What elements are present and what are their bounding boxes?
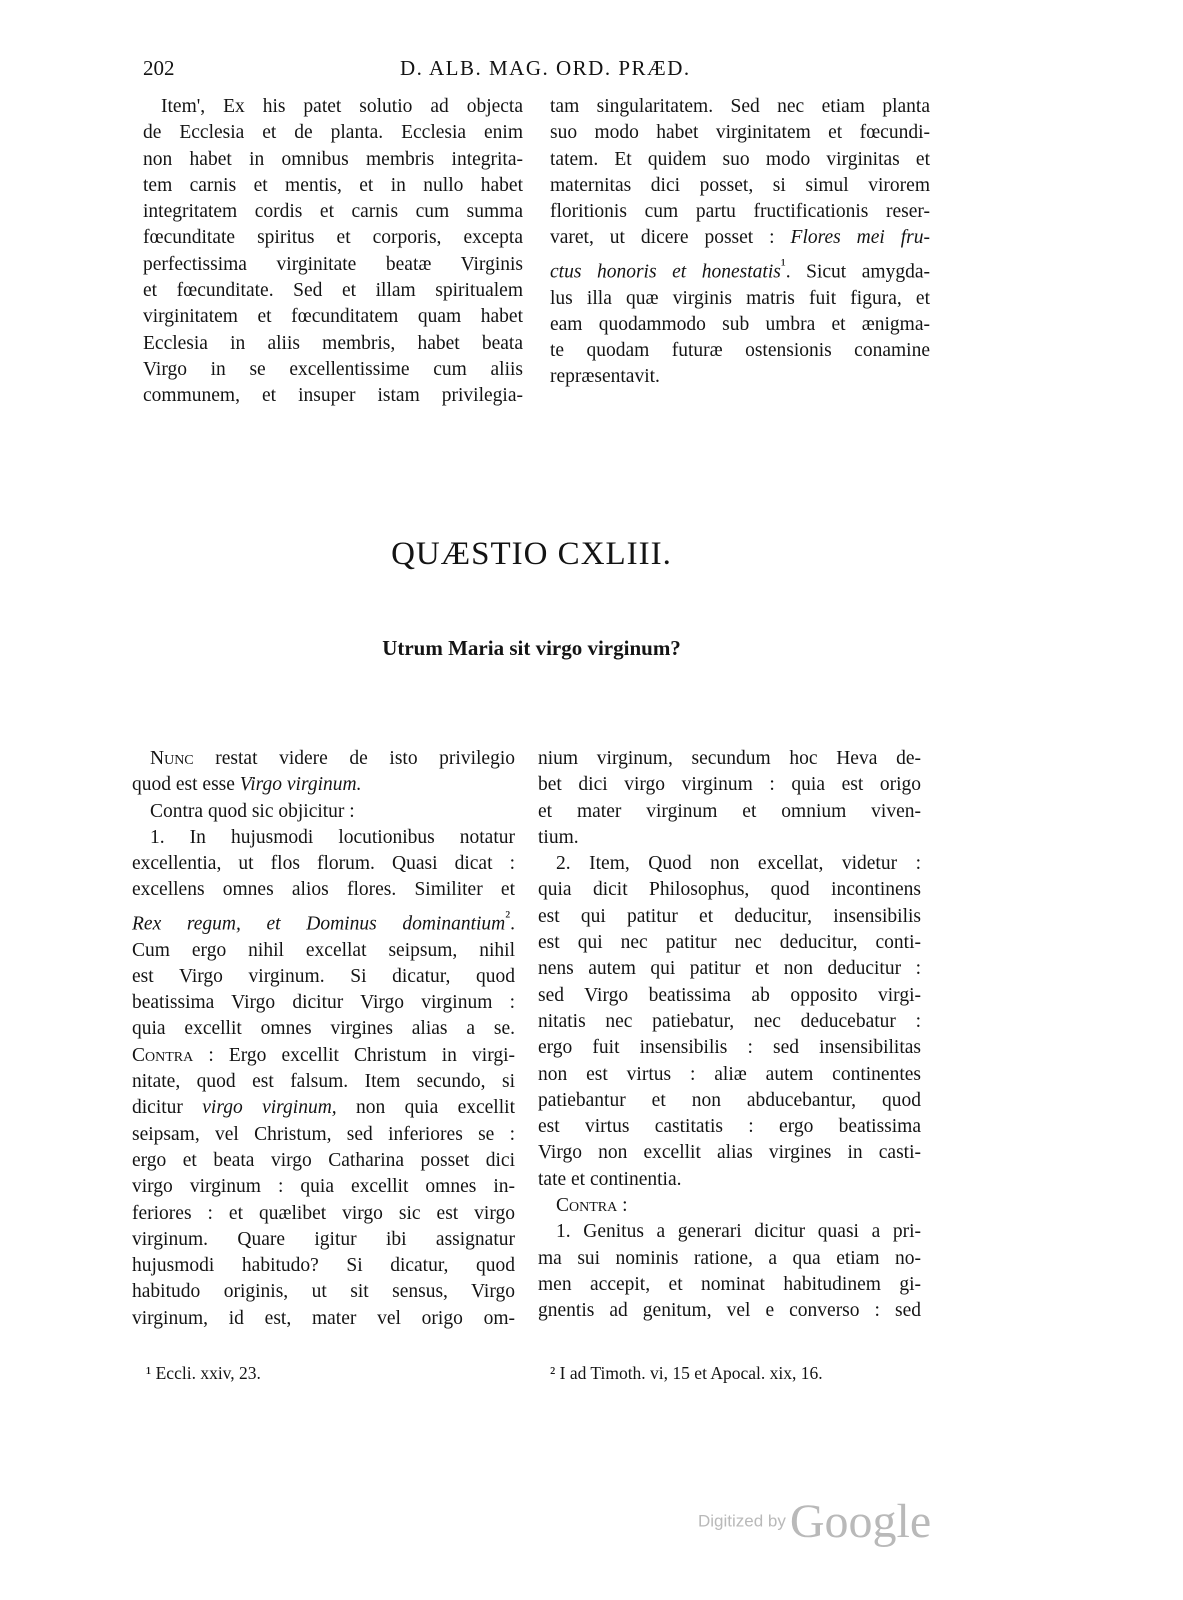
text-run: . Sicut amygda-	[785, 261, 930, 283]
text-line: quia dicit Philosophus, quod incontinens	[538, 879, 921, 901]
text-line: non est virtus : aliæ autem continentes	[538, 1063, 921, 1085]
text-line: excellens omnes alios flores. Similiter et	[132, 879, 515, 901]
text-line: sed Virgo beatissima ab opposito virgi-	[538, 984, 921, 1006]
text-line: 1. Genitus a generari dicitur quasi a pri-	[556, 1221, 921, 1243]
text-line: nens autem qui patitur et non deducitur :	[538, 958, 921, 980]
text-line: tem carnis et mentis, et in nullo habet	[143, 174, 523, 196]
footnote-ref: ¹	[780, 255, 786, 274]
text-line	[132, 904, 515, 938]
text-line: Ecclesia in aliis membris, habet beata	[143, 332, 523, 354]
text-line	[132, 772, 515, 798]
google-logo: Google	[789, 1495, 932, 1548]
text-line	[550, 225, 930, 251]
text-line: Item', Ex his patet solutio ad objecta	[161, 96, 523, 117]
text-line: tate et continentia.	[538, 1168, 682, 1190]
text-line: floritionis cum partu fructificationis reser-	[550, 201, 930, 223]
text-run: restat videre de isto privilegio	[193, 748, 515, 769]
text-run: dicitur	[132, 1097, 203, 1119]
watermark-prefix: Digitized by	[698, 1511, 786, 1531]
text-line: de Ecclesia et de planta. Ecclesia enim	[143, 122, 523, 144]
text-line: et fœcunditate. Sed et illam spiritualem	[143, 280, 523, 302]
text-line: patiebantur et non abducebantur, quod	[538, 1089, 921, 1111]
text-line: nitatis nec patiebatur, nec deducebatur :	[538, 1010, 921, 1032]
text-line: est qui patitur et deducitur, insensibilis	[538, 905, 921, 927]
text-line: excellentia, ut flos florum. Quasi dicat :	[132, 853, 515, 875]
text-line: hujusmodi habitudo? Si dicatur, quod	[132, 1255, 515, 1277]
section1-right-column	[550, 94, 930, 391]
text-run: : Ergo excellit Christum in virgi-	[193, 1044, 515, 1066]
text-line: lus illa quæ virginis matris fuit figura, et	[550, 287, 930, 309]
text-line: tatem. Et quidem suo modo virginitas et	[550, 148, 930, 170]
text-line: ergo fuit insensibilis : sed insensibilitas	[538, 1037, 921, 1059]
text-line: bet dici virgo virginum : quia est origo	[538, 774, 921, 796]
small-caps-word: Contra	[132, 1044, 194, 1066]
text-line: Virgo non excellit alias virgines in casti-	[538, 1142, 921, 1164]
text-run: quod est esse	[132, 774, 240, 796]
question-subtitle: Utrum Maria sit virgo virginum?	[382, 636, 681, 660]
text-line: Cum ergo nihil excellat seipsum, nihil	[132, 939, 515, 961]
text-run: varet, ut dicere posset :	[550, 227, 791, 249]
text-line: nitate, quod est falsum. Item secundo, si	[132, 1071, 515, 1093]
text-line: maternitas dici posset, si simul virorem	[550, 174, 930, 196]
text-line: ergo et beata virgo Catharina posset dici	[132, 1149, 515, 1171]
text-line: repræsentavit.	[550, 366, 660, 388]
text-line: men accepit, et nominat habitudinem gi-	[538, 1273, 921, 1295]
text-line	[538, 1193, 921, 1219]
text-line	[132, 746, 515, 772]
text-line: ma sui nominis ratione, a qua etiam no-	[538, 1247, 921, 1269]
text-line: habitudo originis, ut sit sensus, Virgo	[132, 1281, 515, 1303]
text-line: Virgo in se excellentissime cum aliis	[143, 358, 523, 380]
text-line: feriores : et quælibet virgo sic est virgo	[132, 1202, 515, 1224]
footnote-1: ¹ Eccli. xxiv, 23.	[146, 1363, 261, 1383]
text-line: virginum, id est, mater vel origo om-	[132, 1307, 515, 1329]
text-line: Contra quod sic objicitur :	[150, 800, 355, 822]
italic-phrase: Virgo virginum.	[239, 774, 362, 796]
page-number: 202	[143, 56, 175, 80]
text-line: est Virgo virginum. Si dicatur, quod	[132, 965, 515, 987]
text-line: fœcunditate spiritus et corporis, excepta	[143, 227, 523, 249]
text-line	[132, 1095, 515, 1121]
text-line	[132, 1043, 515, 1069]
text-line	[550, 252, 930, 286]
running-head: D. ALB. MAG. ORD. PRÆD.	[400, 56, 691, 80]
text-run: non quia excellit	[336, 1097, 515, 1119]
text-line: 1. In hujusmodi locutionibus notatur	[150, 826, 515, 848]
text-line: virginum. Quare igitur ibi assignatur	[132, 1228, 515, 1250]
text-line: nium virginum, secundum hoc Heva de-	[538, 748, 921, 769]
digitized-watermark	[698, 1494, 931, 1549]
footnote-2: ² I ad Timoth. vi, 15 et Apocal. xix, 16.	[550, 1363, 823, 1383]
text-run: :	[617, 1195, 628, 1217]
text-line: non habet in omnibus membris integrita-	[143, 148, 523, 170]
text-run: .	[510, 913, 515, 935]
text-line: perfectissima virginitate beatæ Virginis	[143, 253, 523, 275]
footnote-ref: ²	[505, 907, 511, 926]
italic-quote: Flores mei fru-	[790, 227, 931, 249]
text-line: virginitatem et fœcunditatem quam habet	[143, 306, 523, 328]
text-line: tium.	[538, 826, 579, 848]
text-line: seipsam, vel Christum, sed inferiores se :	[132, 1123, 515, 1145]
text-line: suo modo habet virginitatem et fœcundi-	[550, 122, 930, 144]
italic-phrase: virgo virginum,	[202, 1097, 337, 1119]
section2-left-column	[132, 746, 515, 1332]
text-line: quia excellit omnes virgines alias a se.	[132, 1018, 515, 1040]
text-line: eam quodammodo sub umbra et ænigma-	[550, 313, 930, 335]
text-line: et mater virginum et omnium viven-	[538, 800, 921, 822]
section1-left-column	[143, 94, 523, 410]
section2-right-column	[538, 746, 921, 1325]
text-line: virgo virginum : quia excellit omnes in-	[132, 1176, 515, 1198]
text-line: est virtus castitatis : ergo beatissima	[538, 1116, 921, 1138]
italic-quote: ctus honoris et honestatis	[550, 261, 781, 283]
text-line: tam singularitatem. Sed nec etiam planta	[550, 96, 930, 117]
question-title: QUÆSTIO CXLIII.	[391, 536, 672, 572]
small-caps-word: Contra	[556, 1195, 618, 1217]
text-line: gnentis ad genitum, vel e converso : sed	[538, 1300, 921, 1322]
text-line: communem, et insuper istam privilegia-	[143, 385, 523, 407]
italic-phrase: Rex regum, et Dominus dominantium	[132, 913, 506, 935]
text-line: integritatem cordis et carnis cum summa	[143, 201, 523, 223]
text-line: beatissima Virgo dicitur Virgo virginum :	[132, 992, 515, 1014]
text-line: est qui nec patitur nec deducitur, conti-	[538, 932, 921, 954]
small-caps-word: Nunc	[150, 748, 194, 769]
text-line: 2. Item, Quod non excellat, videtur :	[556, 853, 921, 875]
text-line: te quodam futuræ ostensionis conamine	[550, 340, 930, 362]
